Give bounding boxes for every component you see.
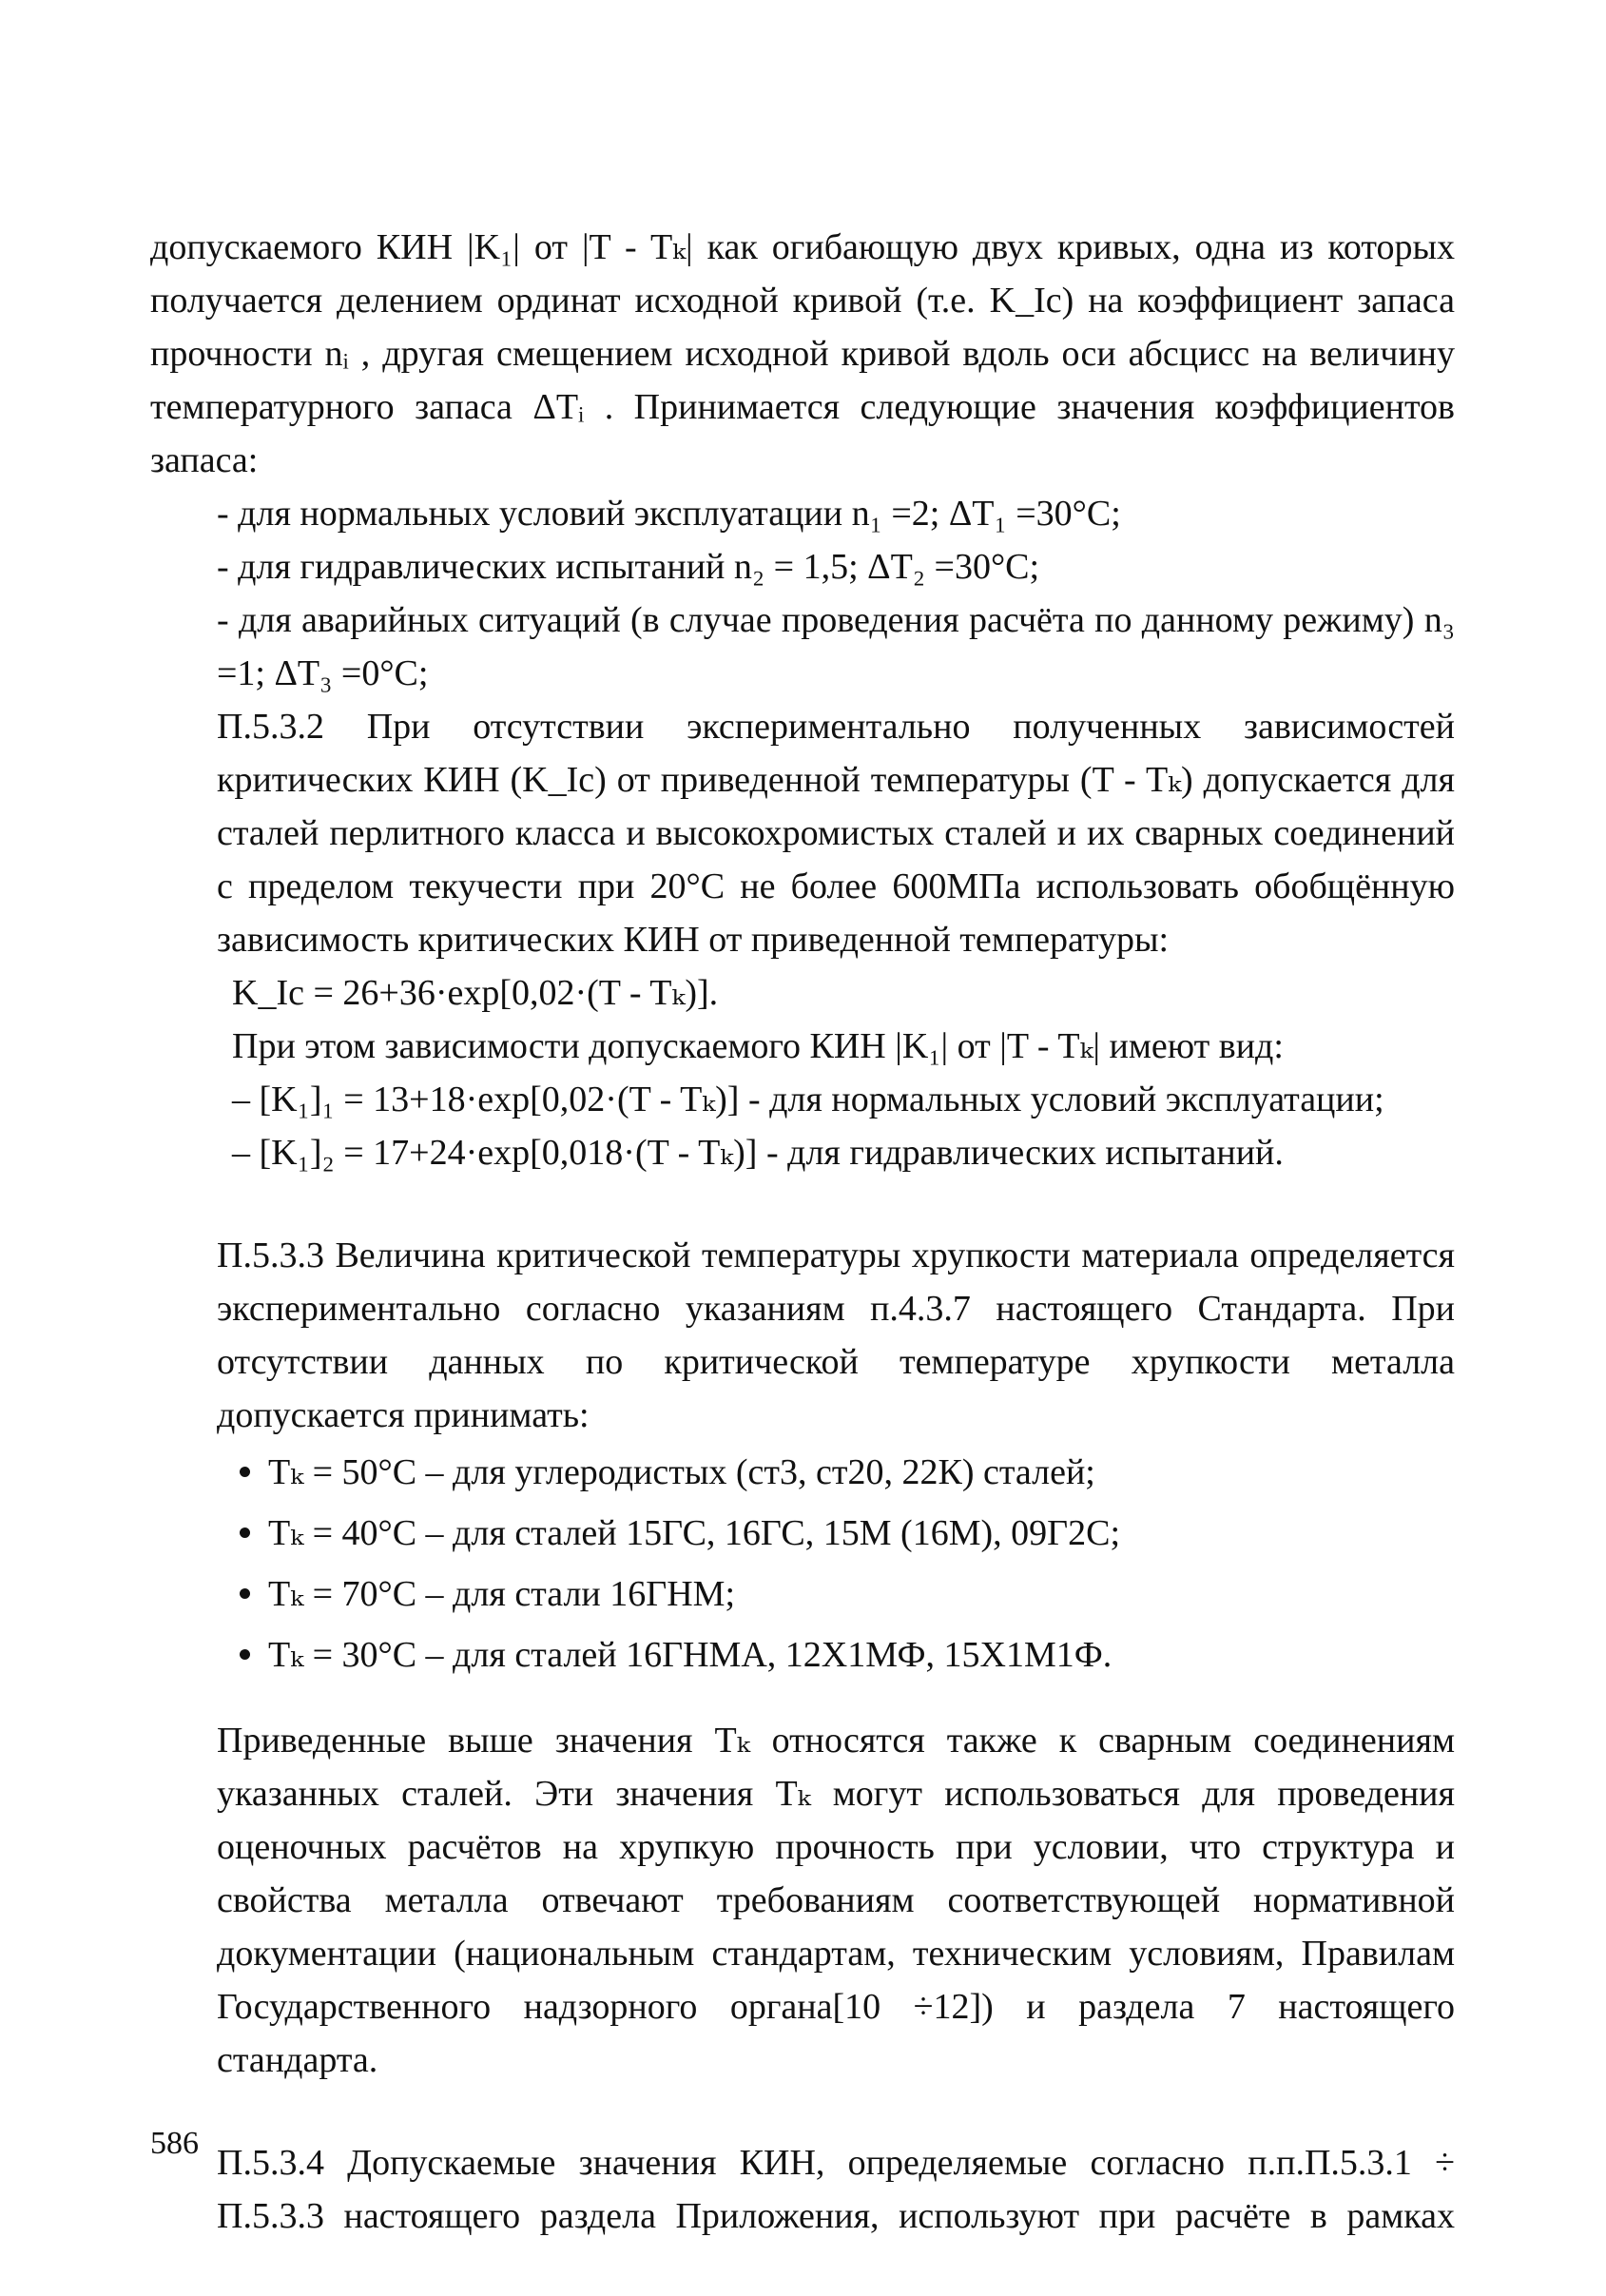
- list-item: Tₖ = 30°С – для сталей 16ГНМА, 12Х1МФ, 15Х1М1Ф.: [150, 1625, 1455, 1685]
- list-item-emergency: - для аварийных ситуаций (в случае проведения расчёта по данному режиму) n₃ =1; ΔT₃ =0°С;: [217, 600, 1455, 693]
- formula-k1-normal: – [K₁]₁ = 13+18·exp[0,02·(T - Tₖ)] - для нормальных условий эксплуатации;: [232, 1080, 1384, 1119]
- page-number: 586: [150, 2126, 199, 2161]
- formula-k1-hydraulic: – [K₁]₂ = 17+24·exp[0,018·(T - Tₖ)] - для гидравлических испытаний.: [232, 1133, 1284, 1173]
- list-item: Tₖ = 70°С – для стали 16ГНМ;: [150, 1564, 1455, 1625]
- list-item: Tₖ = 40°С – для сталей 15ГС, 16ГС, 15М (16М), 09Г2С;: [150, 1503, 1455, 1564]
- section-5-3-3: П.5.3.3 Величина критической температуры хрупкости материала определяется экспериментально согласно указаниям п.4.3.7 настоящего Стандарта. При отсутствии данных по критической температуре хрупкости металла допускается принимать:: [217, 1236, 1455, 1435]
- document-page: [150, 221, 1455, 2243]
- section-5-3-2: П.5.3.2 При отсутствии экспериментально полученных зависимостей критических КИН (K_Ic) от приведенной температуры (T - Tₖ) допускается для сталей перлитного класса и высокохромистых сталей и их сварных соединений с пределом текучести при 20°С не более 600МПа использовать обобщённую зависимость критических КИН от приведенной температуры:: [217, 707, 1455, 960]
- list-item-normal-conditions: - для нормальных условий эксплуатации n₁ =2; ΔT₁ =30°С;: [217, 494, 1121, 534]
- section-5-3-4: П.5.3.4 Допускаемые значения КИН, определяемые согласно п.п.П.5.3.1 ÷ П.5.3.3 настоящего раздела Приложения, используют при расчёте в рамках: [217, 2143, 1455, 2236]
- formula-k-ic: K_Ic = 26+36·exp[0,02·(T - Tₖ)].: [232, 973, 719, 1013]
- paragraph-allowable-sif: допускаемого КИН |K₁| от |T - Tₖ| как огибающую двух кривых, одна из которых получается делением ординат исходной кривой (т.е. K_Ic) на коэффициент запаса прочности nᵢ , другая смещением исходной кривой вдоль оси абсцисс на величину температурного запаса ΔTᵢ . Принимается следующие значения коэффициентов запаса:: [150, 227, 1455, 480]
- formula-intro: При этом зависимости допускаемого КИН |K₁| от |T - Tₖ| имеют вид:: [232, 1026, 1284, 1066]
- list-item: Tₖ = 50°С – для углеродистых (ст3, ст20, 22К) сталей;: [150, 1442, 1455, 1503]
- paragraph-tk-notes: Приведенные выше значения Tₖ относятся также к сварным соединениям указанных сталей. Эти значения Tₖ могут использоваться для проведения оценочных расчётов на хрупкую прочность при условии, что структура и свойства металла отвечают требованиям соответствующей нормативной документации (национальным стандартам, техническим условиям, Правилам Государственного надзорного органа[10 ÷12]) и раздела 7 настоящего стандарта.: [217, 1721, 1455, 2080]
- list-item-hydraulic-tests: - для гидравлических испытаний n₂ = 1,5; ΔT₂ =30°С;: [217, 547, 1040, 587]
- critical-temperature-list: [150, 1442, 1455, 1685]
